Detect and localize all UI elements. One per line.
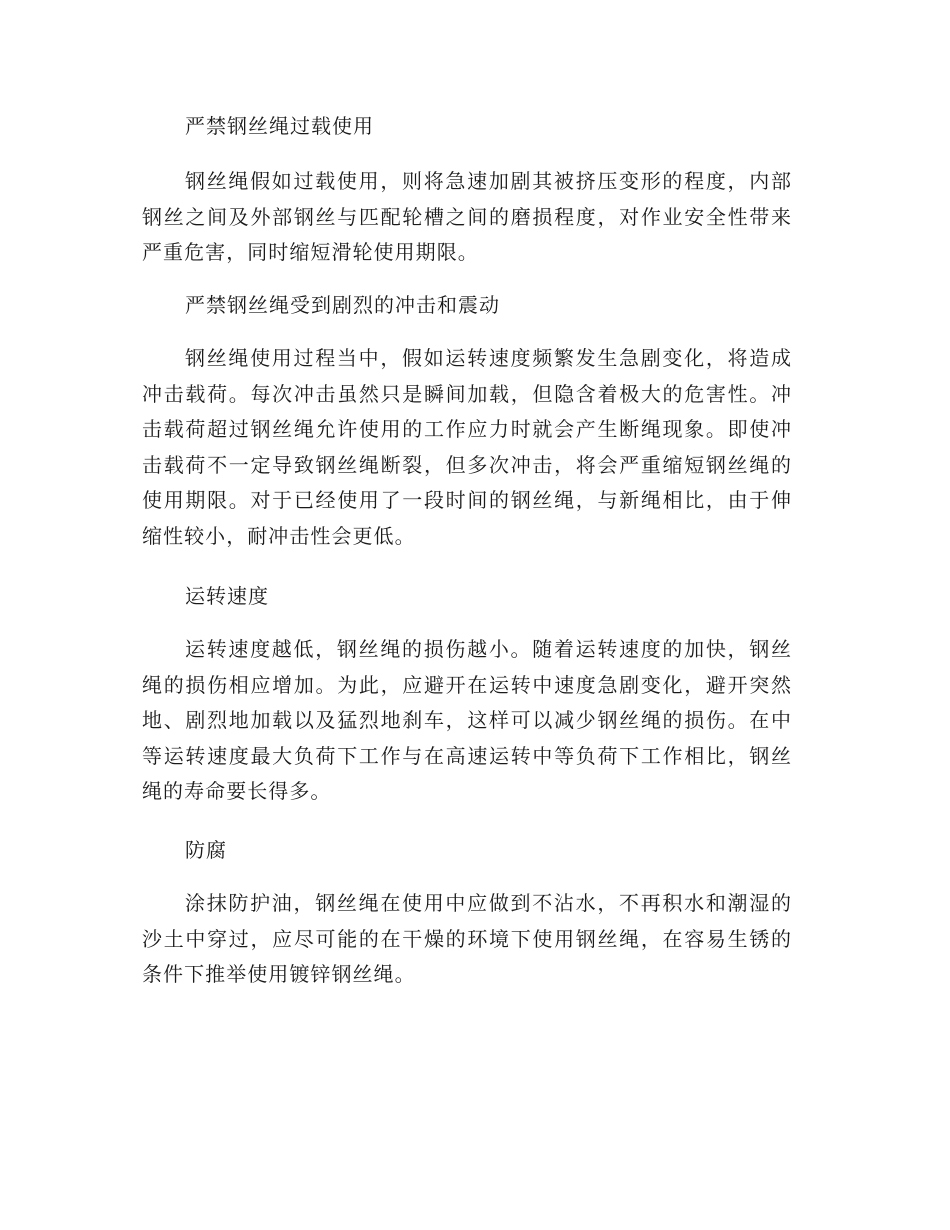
section-body: 钢丝绳假如过载使用，则将急速加剧其被挤压变形的程度，内部钢丝之间及外部钢丝与匹配轮槽之间的磨损程度，对作业安全性带来严重危害，同时缩短滑轮使用期限。 [142,169,792,264]
section-anticorrosion [142,832,792,993]
section-heading: 严禁钢丝绳过载使用 [185,114,374,138]
section-body: 运转速度越低，钢丝绳的损伤越小。随着运转速度的加快，钢丝绳的损伤相应增加。为此，应避开在运转中速度急剧变化，避开突然地、剧烈地加载以及猛烈地刹车，这样可以减少钢丝绳的损伤。在中等运转速度最大负荷下工作与在高速运转中等负荷下工作相比，钢丝绳的寿命要长得多。 [142,637,792,803]
section-body: 钢丝绳使用过程当中，假如运转速度频繁发生急剧变化，将造成冲击载荷。每次冲击虽然只是瞬间加载，但隐含着极大的危害性。冲击载荷超过钢丝绳允许使用的工作应力时就会产生断绳现象。即使冲击载荷不一定导致钢丝绳断裂，但多次冲击，将会严重缩短钢丝绳的使用期限。对于已经使用了一段时间的钢丝绳，与新绳相比，由于伸缩性较小，耐冲击性会更低。 [142,346,792,548]
section-heading: 严禁钢丝绳受到剧烈的冲击和震动 [185,293,500,317]
section-body: 涂抹防护油，钢丝绳在使用中应做到不沾水，不再积水和潮湿的沙土中穿过，应尽可能的在干燥的环境下使用钢丝绳，在容易生锈的条件下推举使用镀锌钢丝绳。 [142,891,792,986]
section-impact [142,287,792,554]
section-heading: 防腐 [185,838,227,862]
section-heading: 运转速度 [185,584,269,608]
section-overload [142,108,792,271]
section-speed [142,578,792,810]
